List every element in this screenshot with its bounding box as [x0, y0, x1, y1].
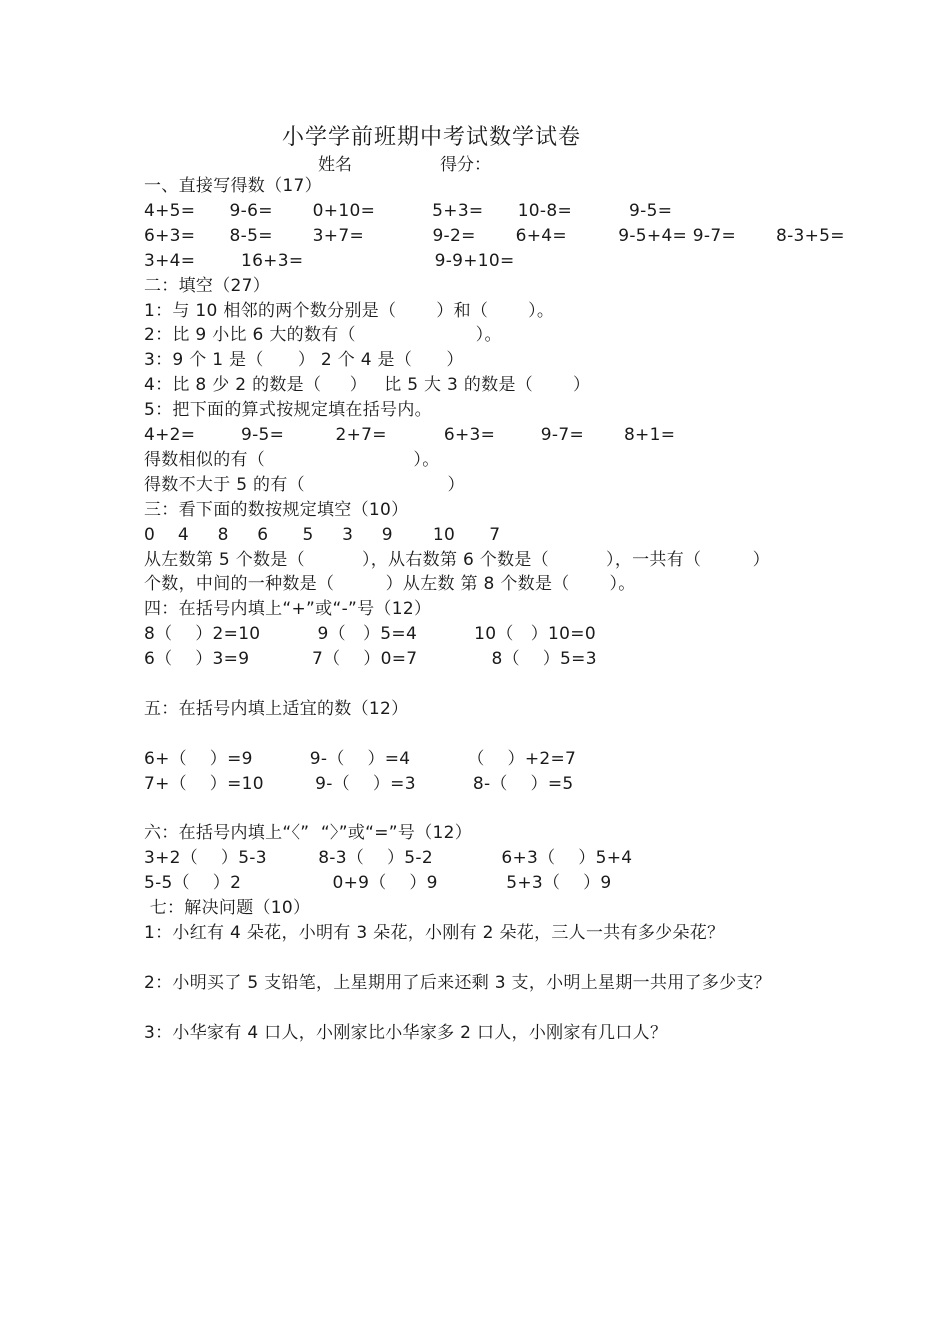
question-line: 得数相似的有（ ）。 [144, 449, 440, 470]
question-line: 五：在括号内填上适宜的数（12） [144, 698, 409, 719]
question-line: 8（ ）2=10 9（ ）5=4 10（ ）10=0 [144, 624, 596, 645]
question-line: 6+（ ）=9 9-（ ）=4 （ ）+2=7 [144, 748, 577, 769]
question-line: 七：解决问题（10） [144, 898, 311, 919]
question-line: 3+2（ ）5-3 8-3（ ）5-2 6+3（ ）5+4 [144, 848, 633, 869]
question-line: 4+2= 9-5= 2+7= 6+3= 9-7= 8+1= [144, 425, 676, 445]
question-line: 5-5（ ）2 0+9（ ）9 5+3（ ）9 [144, 873, 612, 894]
question-line: 6（ ）3=9 7（ ）0=7 8（ ）5=3 [144, 649, 597, 670]
question-line: 7+（ ）=10 9-（ ）=3 8-（ ）=5 [144, 773, 574, 794]
question-line: 3：9 个 1 是（ ） 2 个 4 是（ ） [144, 350, 464, 371]
question-line: 个数，中间的一种数是（ ）从左数 第 8 个数是（ ）。 [144, 574, 636, 595]
question-line: 三：看下面的数按规定填空（10） [144, 499, 409, 520]
question-line: 一、直接写得数（17） [144, 176, 322, 196]
question-line: 2：比 9 小比 6 大的数有（ ）。 [144, 325, 502, 346]
score-label: 得分： [440, 155, 491, 175]
question-line: 从左数第 5 个数是（ ），从右数第 6 个数是（ ），一共有（ ） [144, 549, 770, 570]
question-line: 六：在括号内填上“〈” “〉”或“=”号（12） [144, 823, 473, 844]
question-line: 6+3= 8-5= 3+7= 9-2= 6+4= 9-5+4= 9-7= 8-3+5= [144, 225, 845, 246]
question-line: 四：在括号内填上“+”或“-”号（12） [144, 599, 432, 620]
question-line: 二：填空（27） [144, 275, 271, 296]
question-line: 1：与 10 相邻的两个数分别是（ ）和（ ）。 [144, 300, 555, 321]
name-label: 姓名 [318, 155, 352, 175]
question-line: 4+5= 9-6= 0+10= 5+3= 10-8= 9-5= [144, 200, 673, 221]
question-line: 得数不大于 5 的有（ ） [144, 474, 465, 495]
question-line: 5：把下面的算式按规定填在括号内。 [144, 400, 432, 421]
exam-title: 小学学前班期中考试数学试卷 [282, 125, 582, 150]
question-line: 0 4 8 6 5 3 9 10 7 [144, 524, 501, 545]
question-line: 1：小红有 4 朵花，小明有 3 朵花，小刚有 2 朵花，三人一共有多少朵花？ [144, 923, 725, 943]
question-line: 2：小明买了 5 支铅笔，上星期用了后来还剩 3 支，小明上星期一共用了多少支？ [144, 972, 772, 993]
question-line: 3：小华家有 4 口人，小刚家比小华家多 2 口人，小刚家有几口人？ [144, 1022, 668, 1043]
question-line: 4：比 8 少 2 的数是（ ） 比 5 大 3 的数是（ ） [144, 375, 591, 396]
question-line: 3+4= 16+3= 9-9+10= [144, 250, 515, 271]
